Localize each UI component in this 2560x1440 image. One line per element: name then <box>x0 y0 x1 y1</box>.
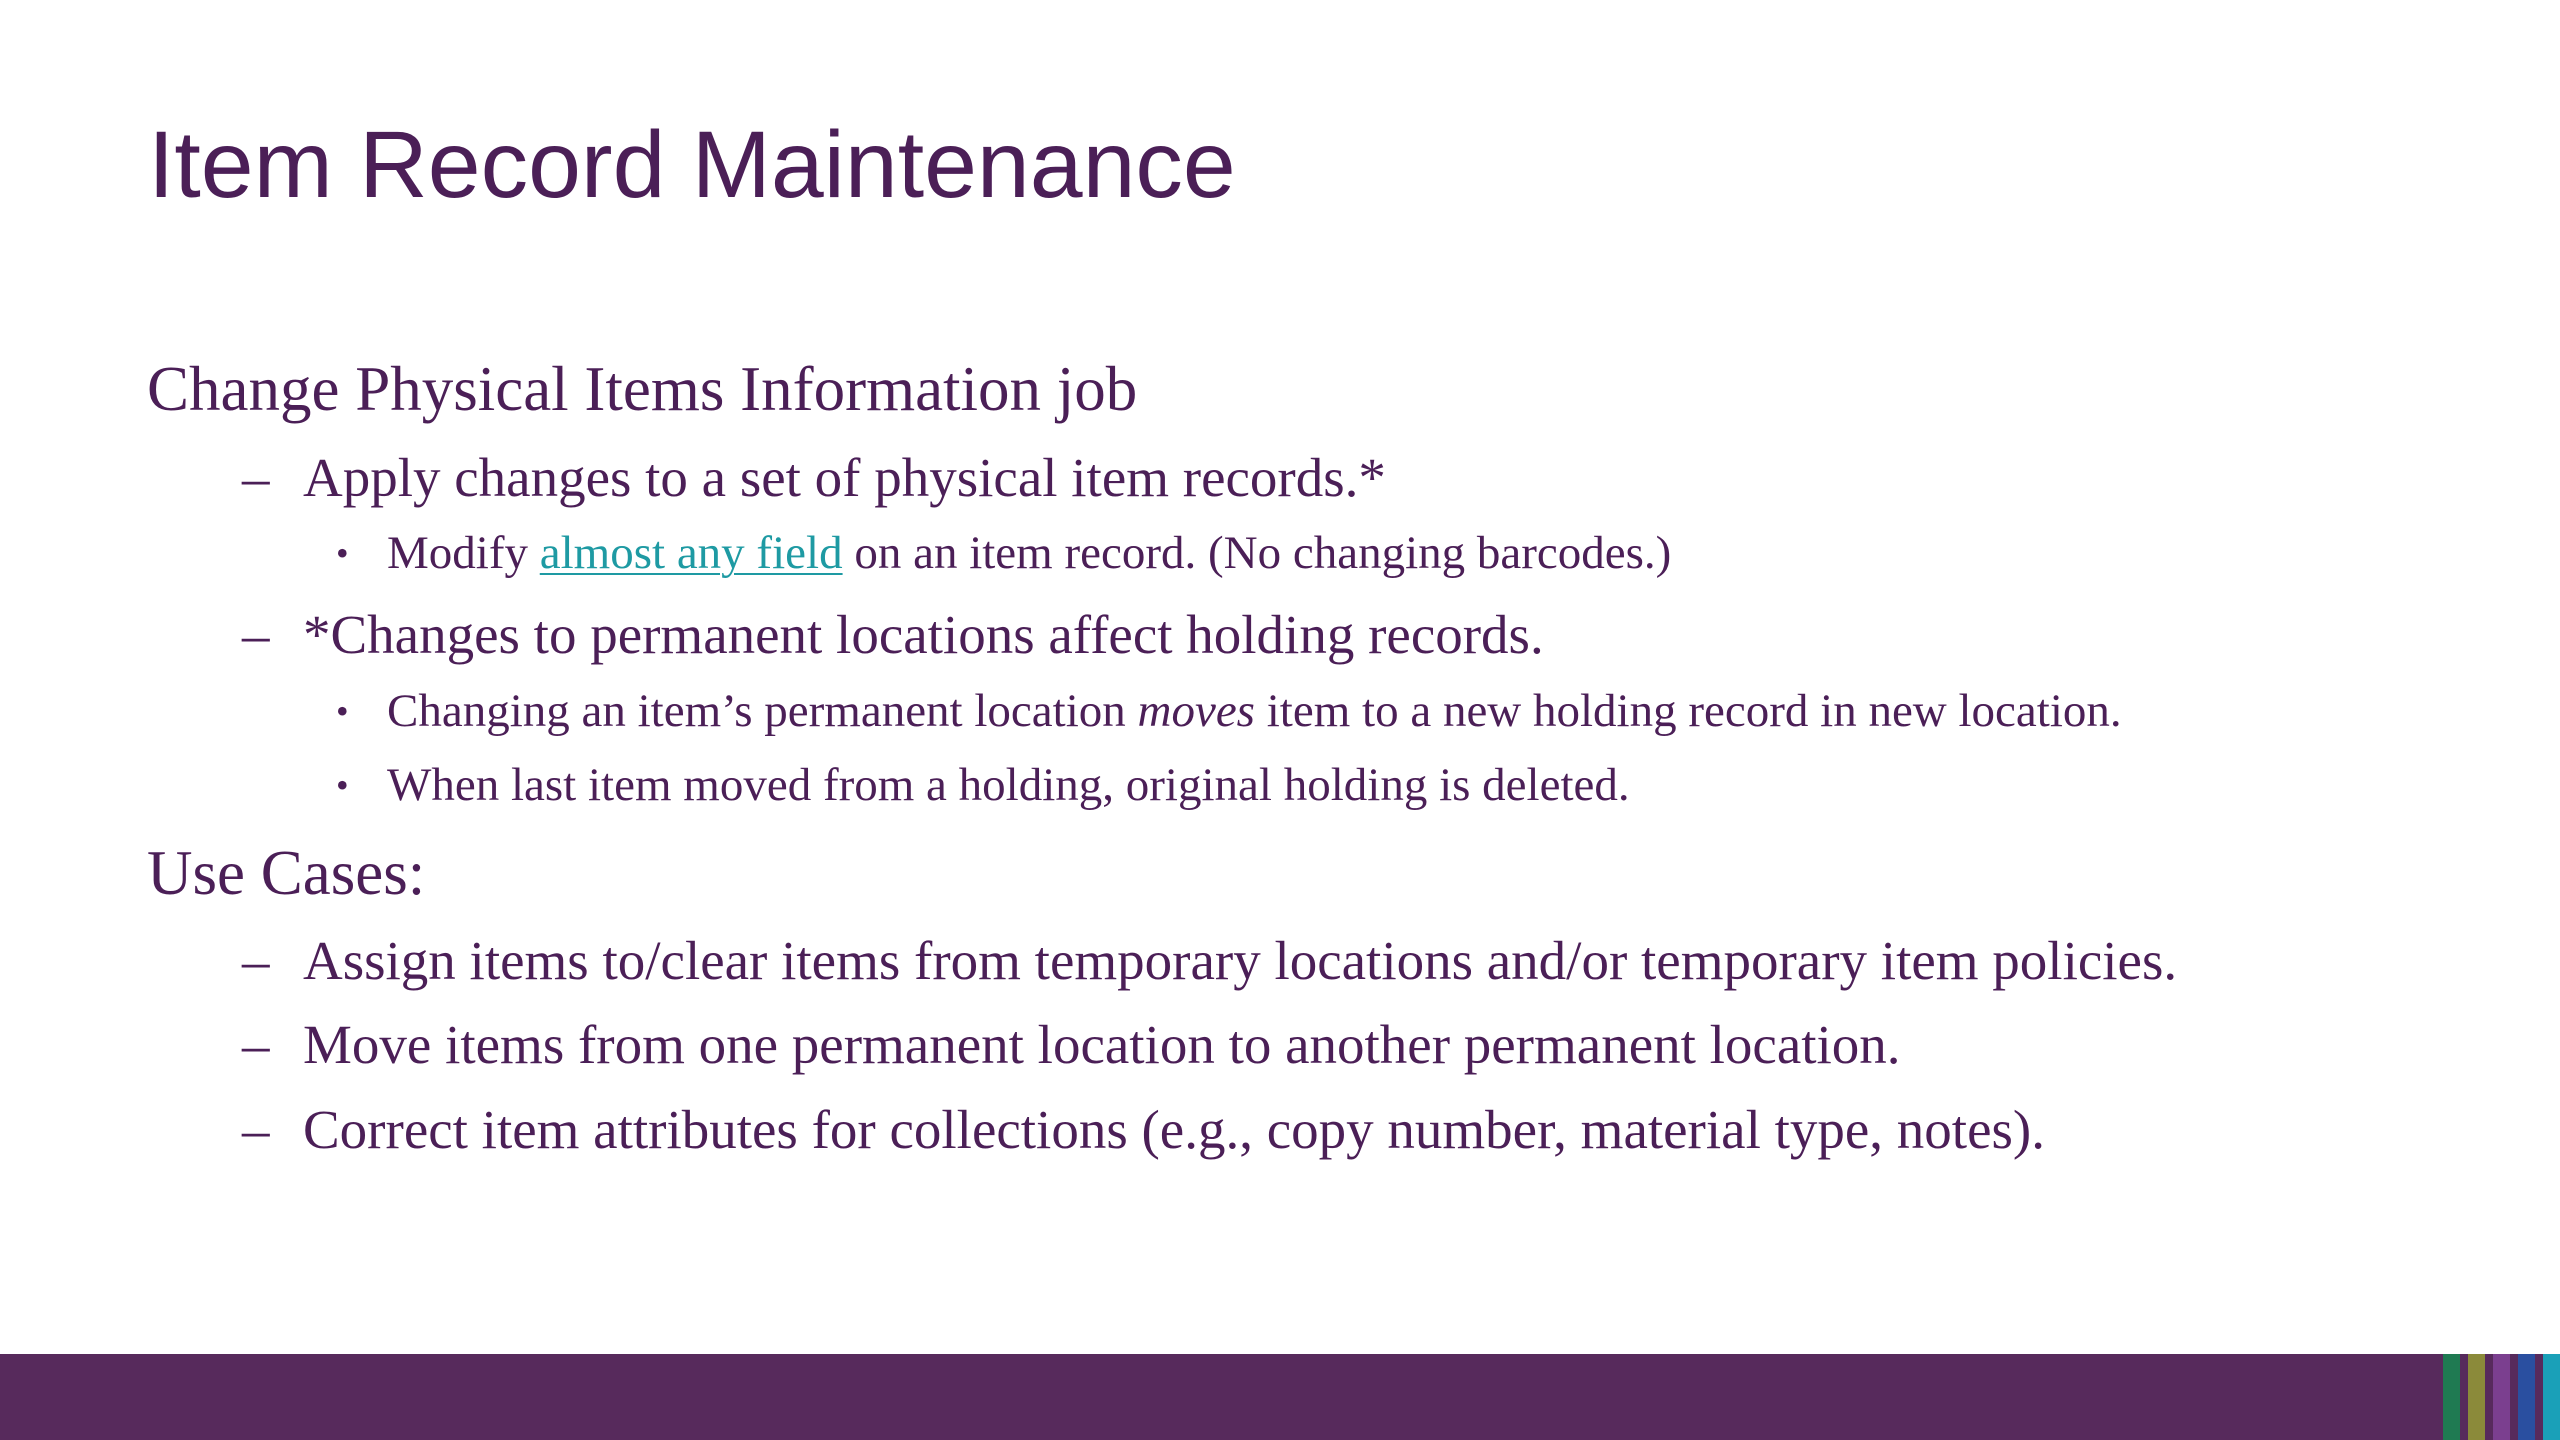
list-item <box>242 1098 2045 1161</box>
sub-list-item <box>336 526 1672 580</box>
sub-list-item <box>336 758 1630 812</box>
dash-marker: – <box>242 447 270 508</box>
section-heading-use-cases: Use Cases: <box>147 838 426 908</box>
sub-list-item-text <box>387 527 1671 579</box>
text-segment: Modify <box>387 527 540 579</box>
dash-marker: – <box>242 930 270 991</box>
sub-list-item-text <box>387 685 2122 737</box>
list-item-text: Correct item attributes for collections (e.g., copy number, material type, notes). <box>303 1099 2045 1160</box>
list-item <box>242 446 1386 509</box>
list-item <box>242 929 2178 992</box>
bullet-marker: • <box>336 691 349 731</box>
footer-stripe <box>2443 1354 2460 1440</box>
text-segment: item to a new holding record in new location. <box>1254 685 2122 737</box>
list-item-text: *Changes to permanent locations affect holding records. <box>303 604 1544 665</box>
section-heading-change-physical-items: Change Physical Items Information job <box>147 354 1138 424</box>
footer-band <box>0 1354 2560 1440</box>
bullet-marker: • <box>336 533 349 573</box>
list-item-text: Apply changes to a set of physical item records.* <box>303 447 1386 508</box>
footer-stripe <box>2468 1354 2485 1440</box>
list-item <box>242 603 1544 666</box>
list-item <box>242 1013 1901 1076</box>
sub-list-item-text: When last item moved from a holding, original holding is deleted. <box>387 759 1630 811</box>
text-segment: on an item record. (No changing barcodes.) <box>842 527 1672 579</box>
sub-list-item <box>336 684 2122 738</box>
footer-stripe <box>2543 1354 2560 1440</box>
dash-marker: – <box>242 1014 270 1075</box>
footer-stripe <box>2518 1354 2535 1440</box>
almost-any-field-link[interactable]: almost any field <box>539 527 843 579</box>
text-segment: Changing an item’s permanent location <box>387 685 1138 737</box>
footer-stripes <box>2435 1354 2560 1440</box>
dash-marker: – <box>242 604 270 665</box>
dash-marker: – <box>242 1099 270 1160</box>
list-item-text: Assign items to/clear items from temporary locations and/or temporary item policies. <box>303 930 2178 991</box>
footer-stripe <box>2493 1354 2510 1440</box>
list-item-text: Move items from one permanent location to another permanent location. <box>303 1014 1901 1075</box>
bullet-marker: • <box>336 765 349 805</box>
slide-title: Item Record Maintenance <box>148 112 1236 218</box>
emphasis-moves: moves <box>1137 685 1255 737</box>
